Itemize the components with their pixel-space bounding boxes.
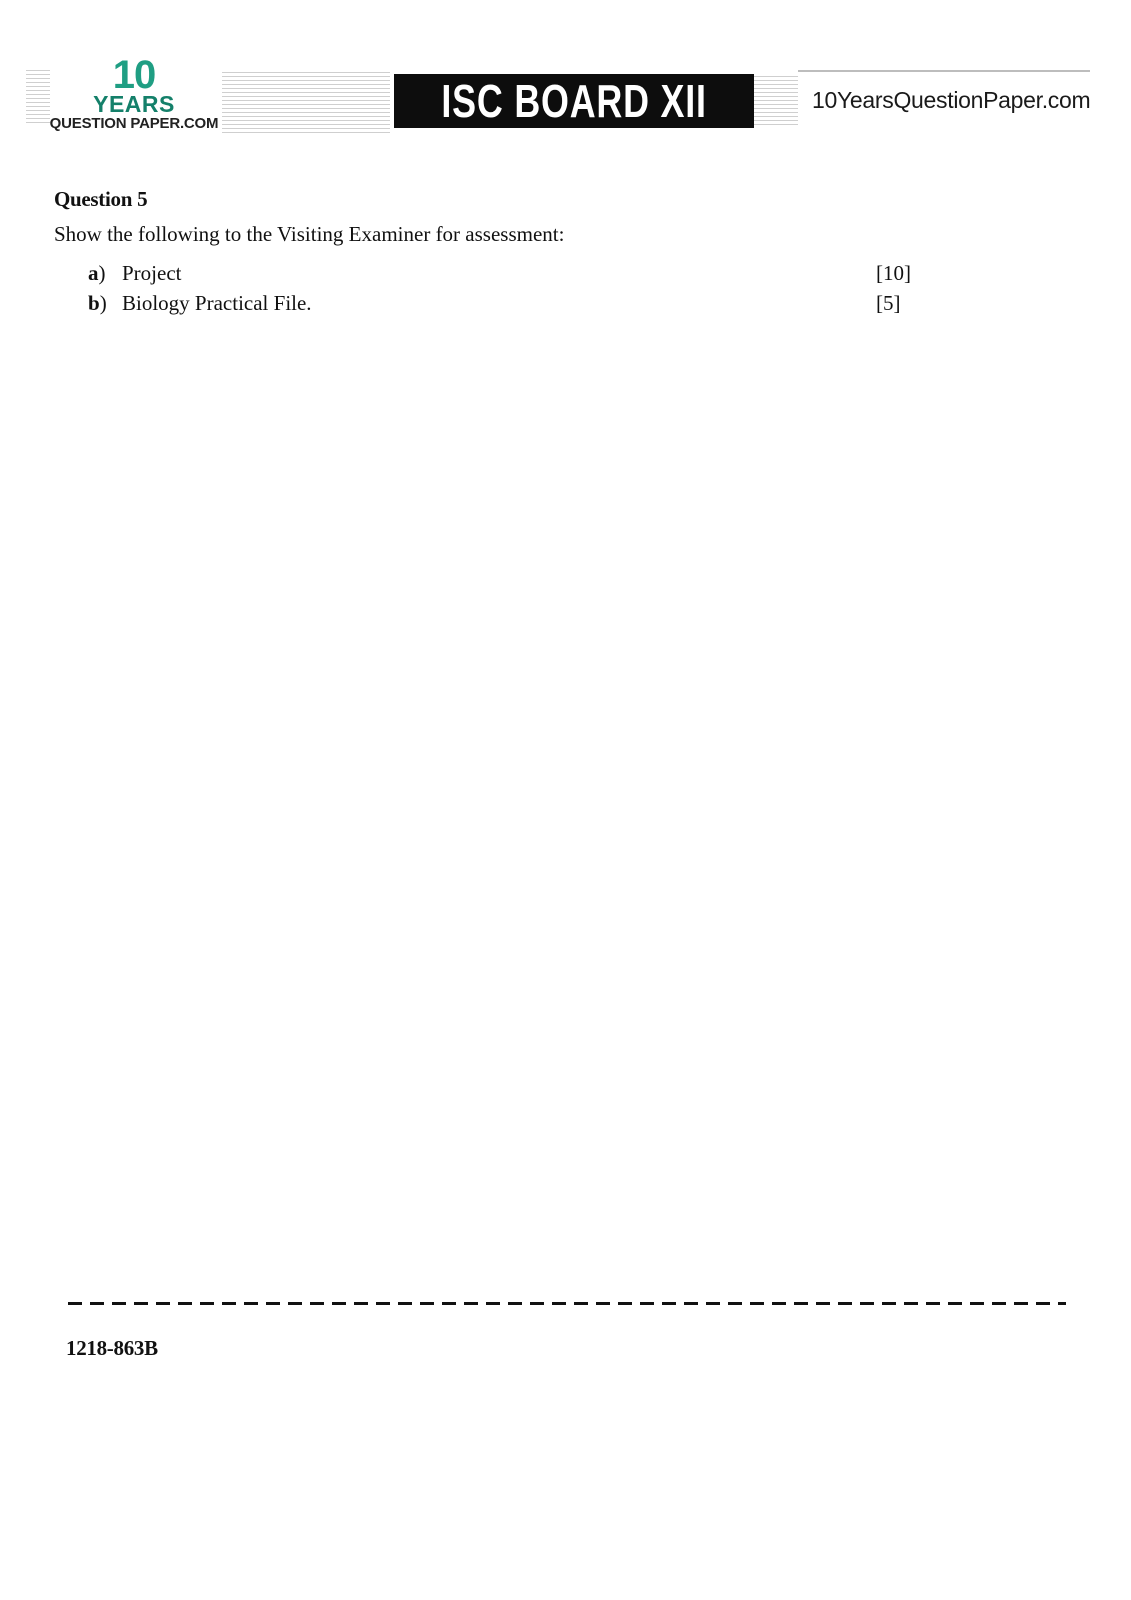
decorative-stripes [222,72,390,134]
board-title-banner [394,74,754,128]
item-label: a) [88,261,106,285]
logo-years: YEARS [93,91,175,117]
question-item [88,261,918,289]
decorative-stripes [750,76,798,126]
board-title: ISC BOARD XII [441,75,707,127]
site-url: 10YearsQuestionPaper.com [812,87,1091,113]
paper-code: 1218-863B [66,1336,158,1360]
item-marks: [5] [876,291,901,315]
item-text: Biology Practical File. [122,291,312,315]
logo-site-name: QUESTION PAPER.COM [49,115,219,132]
question-instruction: Show the following to the Visiting Examiner for assessment: [54,222,565,246]
logo-number: 10 [112,53,156,97]
item-label: b) [88,291,107,315]
footer-dashed-rule [68,1302,1066,1305]
site-logo [48,53,220,140]
question-item [88,291,918,319]
decorative-stripes [26,70,50,124]
decorative-rule [798,70,1090,72]
page-header [0,0,1131,150]
item-text: Project [122,261,182,285]
item-marks: [10] [876,261,911,285]
question-title: Question 5 [54,187,148,211]
